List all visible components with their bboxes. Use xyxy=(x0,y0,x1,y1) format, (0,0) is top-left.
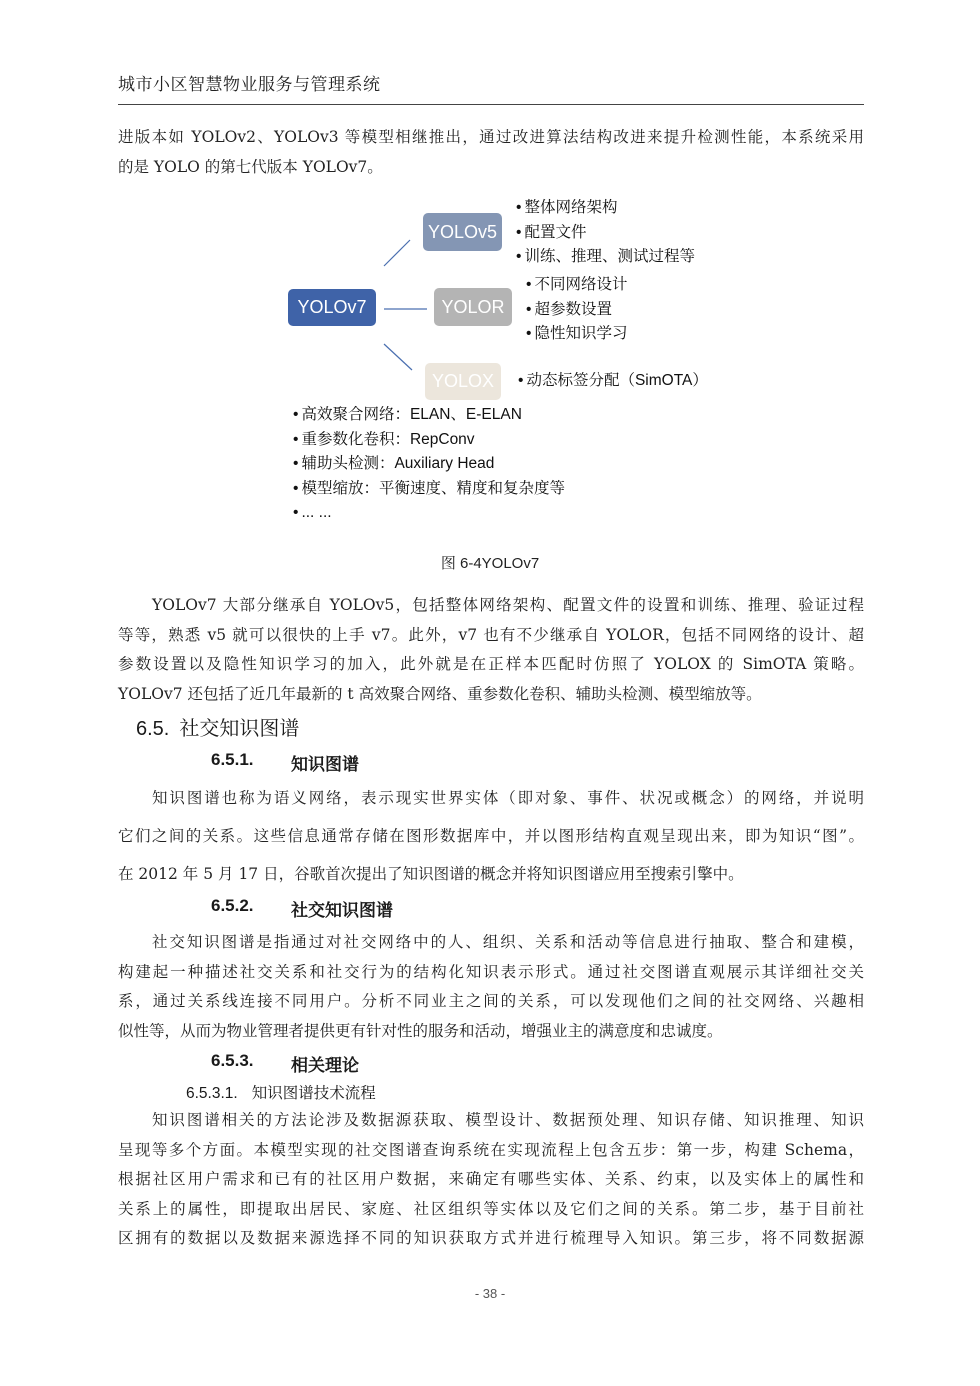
connector-yolox xyxy=(384,344,412,370)
para-line: 区拥有的数据以及数据来源选择不同的知识获取方式并进行梳理导入知识。第三步，将不同数据源 xyxy=(118,1229,864,1247)
yolox-node: YOLOX xyxy=(425,363,501,400)
bullet-item: • 不同网络设计 xyxy=(526,273,627,298)
subsection-heading xyxy=(211,896,611,921)
subsubsection-title: 知识图谱技术流程 xyxy=(251,1084,376,1102)
running-header: 城市小区智慧物业服务与管理系统 xyxy=(118,75,381,95)
feature-item: • 辅助头检测：Auxiliary Head xyxy=(293,452,565,477)
connector-yolov5 xyxy=(384,240,410,266)
figure-caption: 图 6-4YOLOv7 xyxy=(440,555,540,572)
yolox-bullets xyxy=(518,369,708,394)
intro-line: 的是 YOLO 的第七代版本 YOLOv7。 xyxy=(118,157,383,176)
section-number: 6.5. xyxy=(136,718,170,740)
subsection-number: 6.5.3. xyxy=(211,1051,254,1070)
bullet-item: • 动态标签分配（SimOTA） xyxy=(518,369,708,394)
paragraph-knowledge-graph xyxy=(118,779,864,893)
paragraph-kg-workflow xyxy=(118,1106,864,1254)
subsection-number: 6.5.1. xyxy=(211,750,254,769)
yolov5-bullets xyxy=(516,196,695,270)
para-line: 构建起一种描述社交关系和社交行为的结构化知识表示形式。通过社交图谱直观展示其详细社交关 xyxy=(118,962,864,981)
yolov5-node: YOLOv5 xyxy=(423,213,502,251)
para-line: 关系上的属性，即提取出居民、家庭、社区组织等实体以及它们之间的关系。第二步，基于目前社 xyxy=(118,1199,864,1218)
bullet-item: • 隐性知识学习 xyxy=(526,322,627,347)
paragraph-yolov7 xyxy=(118,591,864,709)
bullet-item: • 配置文件 xyxy=(516,221,695,246)
para-line: 似性等，从而为物业管理者提供更有针对性的服务和活动，增强业主的满意度和忠诚度。 xyxy=(118,1021,723,1040)
para-line: 呈现等多个方面。本模型实现的社交图谱查询系统在实现流程上包含五步：第一步，构建 Schema， xyxy=(118,1140,864,1159)
subsection-title: 相关理论 xyxy=(291,1056,359,1076)
yolov7-features xyxy=(293,403,565,526)
yolor-node: YOLOR xyxy=(434,288,512,326)
para-line: 知识图谱也称为语义网络，表示现实世界实体（即对象、事件、状况或概念）的网络，并说明 xyxy=(152,789,864,807)
subsubsection-heading xyxy=(186,1081,376,1103)
section-heading xyxy=(136,712,299,741)
bullet-item: • 超参数设置 xyxy=(526,298,627,323)
para-line: 知识图谱相关的方法论涉及数据源获取、模型设计、数据预处理、知识存储、知识推理、知识 xyxy=(152,1111,864,1129)
para-line: 社交知识图谱是指通过对社交网络中的人、组织、关系和活动等信息进行抽取、整合和建模， xyxy=(152,933,864,951)
para-line: 它们之间的关系。这些信息通常存储在图形数据库中，并以图形结构直观呈现出来，即为知识“图”。 xyxy=(118,827,864,845)
subsubsection-number: 6.5.3.1. xyxy=(186,1085,238,1102)
para-line: 等等，熟悉 v5 就可以很快的上手 v7。此外，v7 也有不少继承自 YOLOR，包括不同网络的设计、超 xyxy=(118,625,864,644)
page-number: - 38 - xyxy=(474,1286,506,1301)
section-title: 社交知识图谱 xyxy=(179,716,300,740)
bullet-item: • 整体网络架构 xyxy=(516,196,695,221)
feature-item: • 重参数化卷积：RepConv xyxy=(293,428,565,453)
bullet-item: • 训练、推理、测试过程等 xyxy=(516,245,695,270)
subsection-title: 知识图谱 xyxy=(291,755,359,775)
subsection-heading xyxy=(211,1051,611,1076)
yolor-bullets xyxy=(526,273,627,347)
para-line: 根据社区用户需求和已有的社区用户数据，来确定有哪些实体、关系、约束，以及实体上的属性和 xyxy=(118,1170,864,1188)
subsection-title: 社交知识图谱 xyxy=(291,901,393,921)
subsection-heading xyxy=(211,750,611,775)
feature-item: • 高效聚合网络：ELAN、E-ELAN xyxy=(293,403,565,428)
para-line: YOLOv7 大部分继承自 YOLOv5，包括整体网络架构、配置文件的设置和训练、推理、验证过程 xyxy=(152,596,864,614)
para-line: 系，通过关系线连接不同用户。分析不同业主之间的关系，可以发现他们之间的社交网络、兴趣相 xyxy=(118,992,864,1010)
para-line: 在 2012 年 5 月 17 日，谷歌首次提出了知识图谱的概念并将知识图谱应用至搜索引擎中。 xyxy=(118,865,744,883)
paragraph-social-graph xyxy=(118,928,864,1046)
intro-line: 进版本如 YOLOv2、YOLOv3 等模型相继推出，通过改进算法结构改进来提升检测性能，本系统采用 xyxy=(118,128,864,146)
yolov7-node: YOLOv7 xyxy=(288,289,376,326)
subsection-number: 6.5.2. xyxy=(211,896,254,915)
para-line: 参数设置以及隐性知识学习的加入，此外就是在正样本匹配时仿照了 YOLOX 的 SimOTA 策略。 xyxy=(118,655,864,673)
feature-item: • ... ... xyxy=(293,501,565,526)
para-line: YOLOv7 还包括了近几年最新的 t 高效聚合网络、重参数化卷积、辅助头检测、模型缩放等。 xyxy=(118,684,762,703)
feature-item: • 模型缩放：平衡速度、精度和复杂度等 xyxy=(293,477,565,502)
